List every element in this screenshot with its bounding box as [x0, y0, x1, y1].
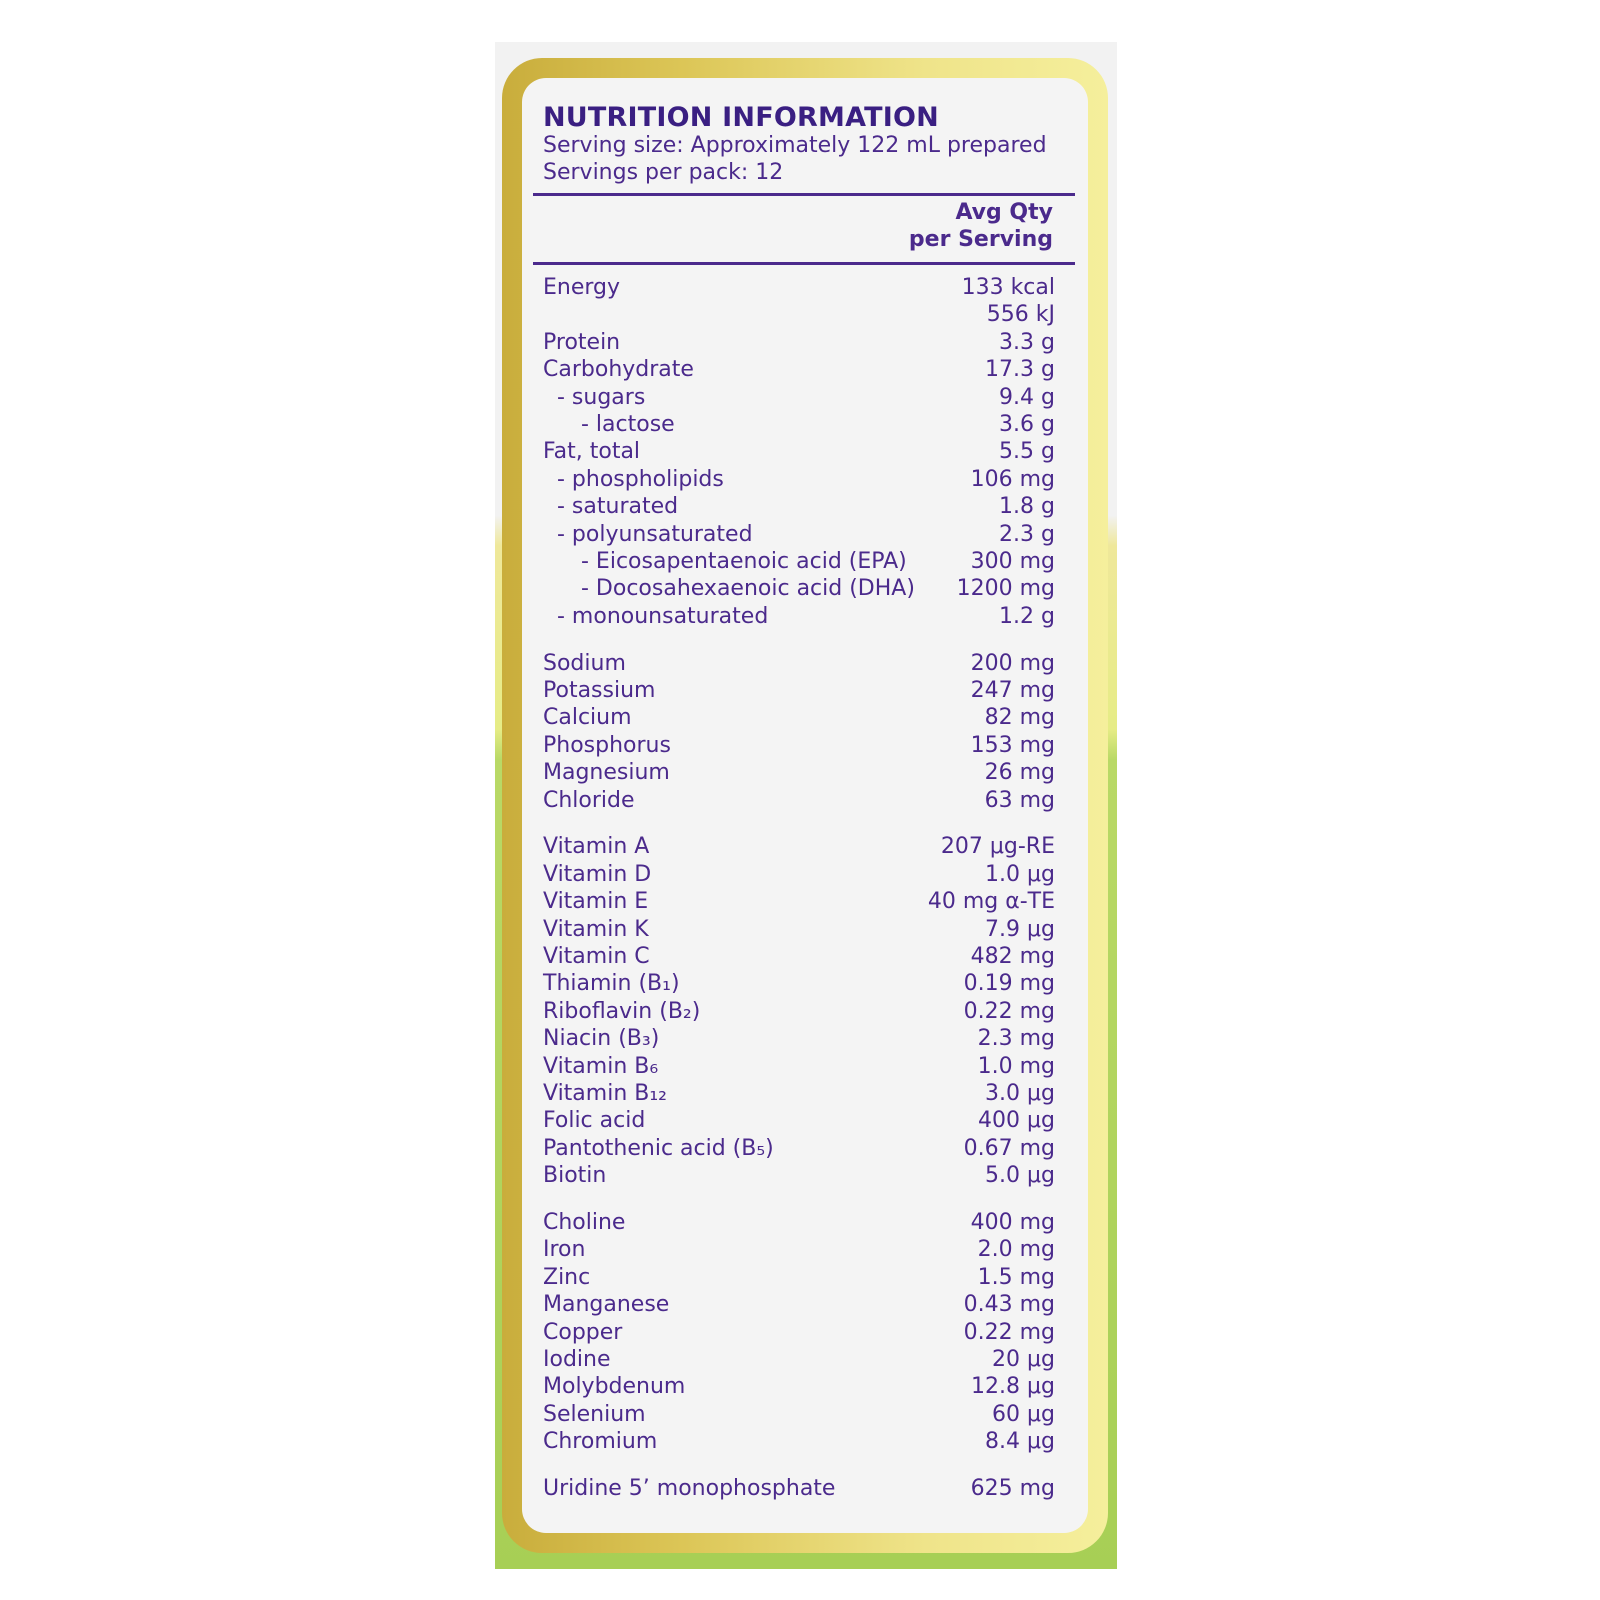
nutrient-row — [543, 411, 1055, 438]
nutrient-value: 40 mg α-TE — [927, 889, 1055, 915]
nutrient-row — [543, 732, 1055, 759]
nutrient-value: 3.6 g — [999, 411, 1055, 437]
nutrient-name: - Eicosapentaenoic acid (EPA) — [581, 548, 907, 574]
nutrient-name: Riboflavin (B₂) — [543, 998, 701, 1024]
nutrient-row — [543, 1080, 1055, 1107]
nutrient-name: Fat, total — [543, 439, 641, 465]
nutrient-value: 17.3 g — [985, 357, 1055, 383]
nutrient-name: - saturated — [557, 494, 679, 520]
nutrient-name: Phosphorus — [543, 732, 671, 758]
nutrient-row — [543, 329, 1055, 356]
nutrient-row — [543, 916, 1055, 943]
nutrient-row — [543, 466, 1055, 493]
nutrient-value: 1.5 mg — [977, 1264, 1055, 1290]
nutrient-name: Carbohydrate — [543, 357, 694, 383]
nutrient-name: Sodium — [543, 650, 626, 676]
nutrient-name: Vitamin B₁₂ — [543, 1080, 667, 1106]
nutrient-value: 63 mg — [984, 787, 1055, 813]
nutrient-row — [543, 301, 1055, 328]
nutrient-row — [543, 1236, 1055, 1263]
nutrient-row — [543, 1291, 1055, 1318]
nutrient-name: Chromium — [543, 1429, 658, 1455]
nutrient-name: Chloride — [543, 787, 635, 813]
nutrient-row — [543, 1264, 1055, 1291]
nutrient-row — [543, 1428, 1055, 1455]
nutrient-value: 133 kcal — [961, 275, 1055, 300]
nutrient-name: - sugars — [557, 384, 646, 410]
nutrient-name: Zinc — [543, 1264, 591, 1290]
nutrient-name: Vitamin D — [543, 861, 652, 887]
nutrient-value: 3.0 μg — [985, 1080, 1055, 1106]
section-spacer — [543, 814, 1055, 834]
nutrient-row — [543, 1319, 1055, 1346]
nutrient-name: - lactose — [581, 411, 675, 437]
nutrient-value: 0.67 mg — [963, 1135, 1055, 1161]
nutrient-row — [543, 704, 1055, 731]
nutrient-name: Niacin (B₃) — [543, 1026, 660, 1052]
nutrient-row — [543, 1135, 1055, 1162]
nutrient-row — [543, 677, 1055, 704]
nutrient-table — [543, 274, 1055, 1502]
nutrient-row — [543, 356, 1055, 383]
nutrient-value: 0.22 mg — [963, 998, 1055, 1024]
section-spacer — [543, 1190, 1055, 1210]
column-header-line1: Avg Qty — [955, 200, 1053, 225]
nutrient-name: - Docosahexaenoic acid (DHA) — [581, 576, 915, 602]
nutrient-value: 26 mg — [984, 760, 1055, 786]
nutrient-name: Potassium — [543, 677, 656, 703]
nutrient-row — [543, 943, 1055, 970]
nutrient-row — [543, 833, 1055, 860]
nutrient-value: 8.4 μg — [985, 1429, 1055, 1455]
panel-title: NUTRITION INFORMATION — [543, 102, 939, 133]
nutrient-row — [543, 998, 1055, 1025]
nutrient-row — [543, 1162, 1055, 1189]
nutrient-name: Vitamin A — [543, 834, 650, 860]
section-spacer — [543, 630, 1055, 650]
top-rule — [533, 193, 1075, 196]
nutrient-name: Magnesium — [543, 760, 670, 786]
nutrient-value: 82 mg — [984, 705, 1055, 731]
nutrient-value: 625 mg — [970, 1476, 1055, 1502]
serving-size-text: Serving size: Approximately 122 mL prepared — [543, 133, 1047, 158]
header-rule — [533, 262, 1075, 265]
nutrient-value: 400 mg — [970, 1210, 1055, 1235]
nutrient-value: 1.0 μg — [985, 861, 1055, 887]
nutrient-value: 400 μg — [978, 1108, 1055, 1134]
nutrient-name: Manganese — [543, 1292, 670, 1318]
nutrient-value: 200 mg — [970, 650, 1055, 676]
nutrient-value: 556 kJ — [986, 302, 1055, 328]
nutrient-row — [543, 1373, 1055, 1400]
nutrient-value: 247 mg — [970, 677, 1055, 703]
nutrient-row — [543, 1053, 1055, 1080]
nutrient-row — [543, 1025, 1055, 1052]
nutrient-name: Vitamin K — [543, 916, 649, 942]
nutrient-value: 0.19 mg — [963, 971, 1055, 997]
nutrient-row — [543, 493, 1055, 520]
nutrient-name: - phospholipids — [557, 466, 724, 492]
nutrient-name: Choline — [543, 1210, 626, 1235]
nutrient-row — [543, 1209, 1055, 1236]
nutrient-value: 1.0 mg — [977, 1053, 1055, 1079]
nutrient-row — [543, 861, 1055, 888]
nutrient-row — [543, 438, 1055, 465]
nutrient-row — [543, 603, 1055, 630]
nutrient-row — [543, 575, 1055, 602]
nutrient-value: 12.8 μg — [971, 1374, 1055, 1400]
servings-per-pack-text: Servings per pack: 12 — [543, 160, 784, 185]
nutrient-value: 3.3 g — [999, 329, 1055, 355]
nutrient-row — [543, 1401, 1055, 1428]
nutrient-value: 1.2 g — [999, 603, 1055, 629]
nutrient-name: Folic acid — [543, 1108, 646, 1134]
nutrient-value: 482 mg — [970, 943, 1055, 969]
section-spacer — [543, 1456, 1055, 1476]
nutrient-name: Biotin — [543, 1163, 607, 1189]
nutrient-name: Vitamin B₆ — [543, 1053, 659, 1079]
nutrient-value: 0.43 mg — [963, 1292, 1055, 1318]
nutrient-name: Vitamin E — [543, 889, 649, 915]
nutrient-value: 207 μg-RE — [940, 834, 1055, 860]
nutrient-row — [543, 759, 1055, 786]
nutrition-panel — [522, 78, 1088, 1533]
nutrient-name: Thiamin (B₁) — [543, 971, 680, 997]
nutrient-value: 1.8 g — [999, 494, 1055, 520]
nutrient-value: 0.22 mg — [963, 1319, 1055, 1345]
nutrient-row — [543, 888, 1055, 915]
nutrient-name: Vitamin C — [543, 943, 650, 969]
nutrient-name: Molybdenum — [543, 1374, 686, 1400]
nutrient-value: 106 mg — [970, 466, 1055, 492]
nutrient-name: Protein — [543, 329, 621, 355]
column-header-line2: per Serving — [908, 227, 1053, 252]
nutrient-name: - monounsaturated — [557, 603, 769, 629]
nutrient-name: Iodine — [543, 1346, 611, 1372]
nutrient-value: 20 μg — [992, 1346, 1055, 1372]
nutrient-row — [543, 1107, 1055, 1134]
nutrient-value: 7.9 μg — [985, 916, 1055, 942]
nutrient-row — [543, 548, 1055, 575]
nutrient-value: 2.3 mg — [977, 1026, 1055, 1052]
nutrient-value: 2.3 g — [999, 521, 1055, 547]
nutrient-row — [543, 1346, 1055, 1373]
nutrient-name: - polyunsaturated — [557, 521, 753, 547]
nutrient-row — [543, 1475, 1055, 1502]
nutrient-row — [543, 521, 1055, 548]
nutrient-name: Iron — [543, 1237, 586, 1263]
nutrient-value: 5.5 g — [999, 439, 1055, 465]
nutrient-name: Calcium — [543, 705, 632, 731]
nutrient-row — [543, 274, 1055, 301]
nutrient-name: Uridine 5’ monophosphate — [543, 1476, 836, 1502]
nutrient-row — [543, 650, 1055, 677]
nutrient-name: Copper — [543, 1319, 623, 1345]
nutrient-value: 60 μg — [992, 1401, 1055, 1427]
nutrient-name: Energy — [543, 275, 621, 300]
nutrient-row — [543, 787, 1055, 814]
nutrient-value: 2.0 mg — [977, 1237, 1055, 1263]
nutrient-name: Pantothenic acid (B₅) — [543, 1135, 774, 1161]
nutrient-value: 300 mg — [970, 548, 1055, 574]
nutrient-row — [543, 384, 1055, 411]
nutrient-value: 1200 mg — [956, 576, 1055, 602]
nutrient-value: 153 mg — [970, 732, 1055, 758]
nutrient-name: Selenium — [543, 1401, 646, 1427]
nutrient-value: 5.0 μg — [985, 1163, 1055, 1189]
nutrient-value: 9.4 g — [999, 384, 1055, 410]
nutrient-row — [543, 970, 1055, 997]
